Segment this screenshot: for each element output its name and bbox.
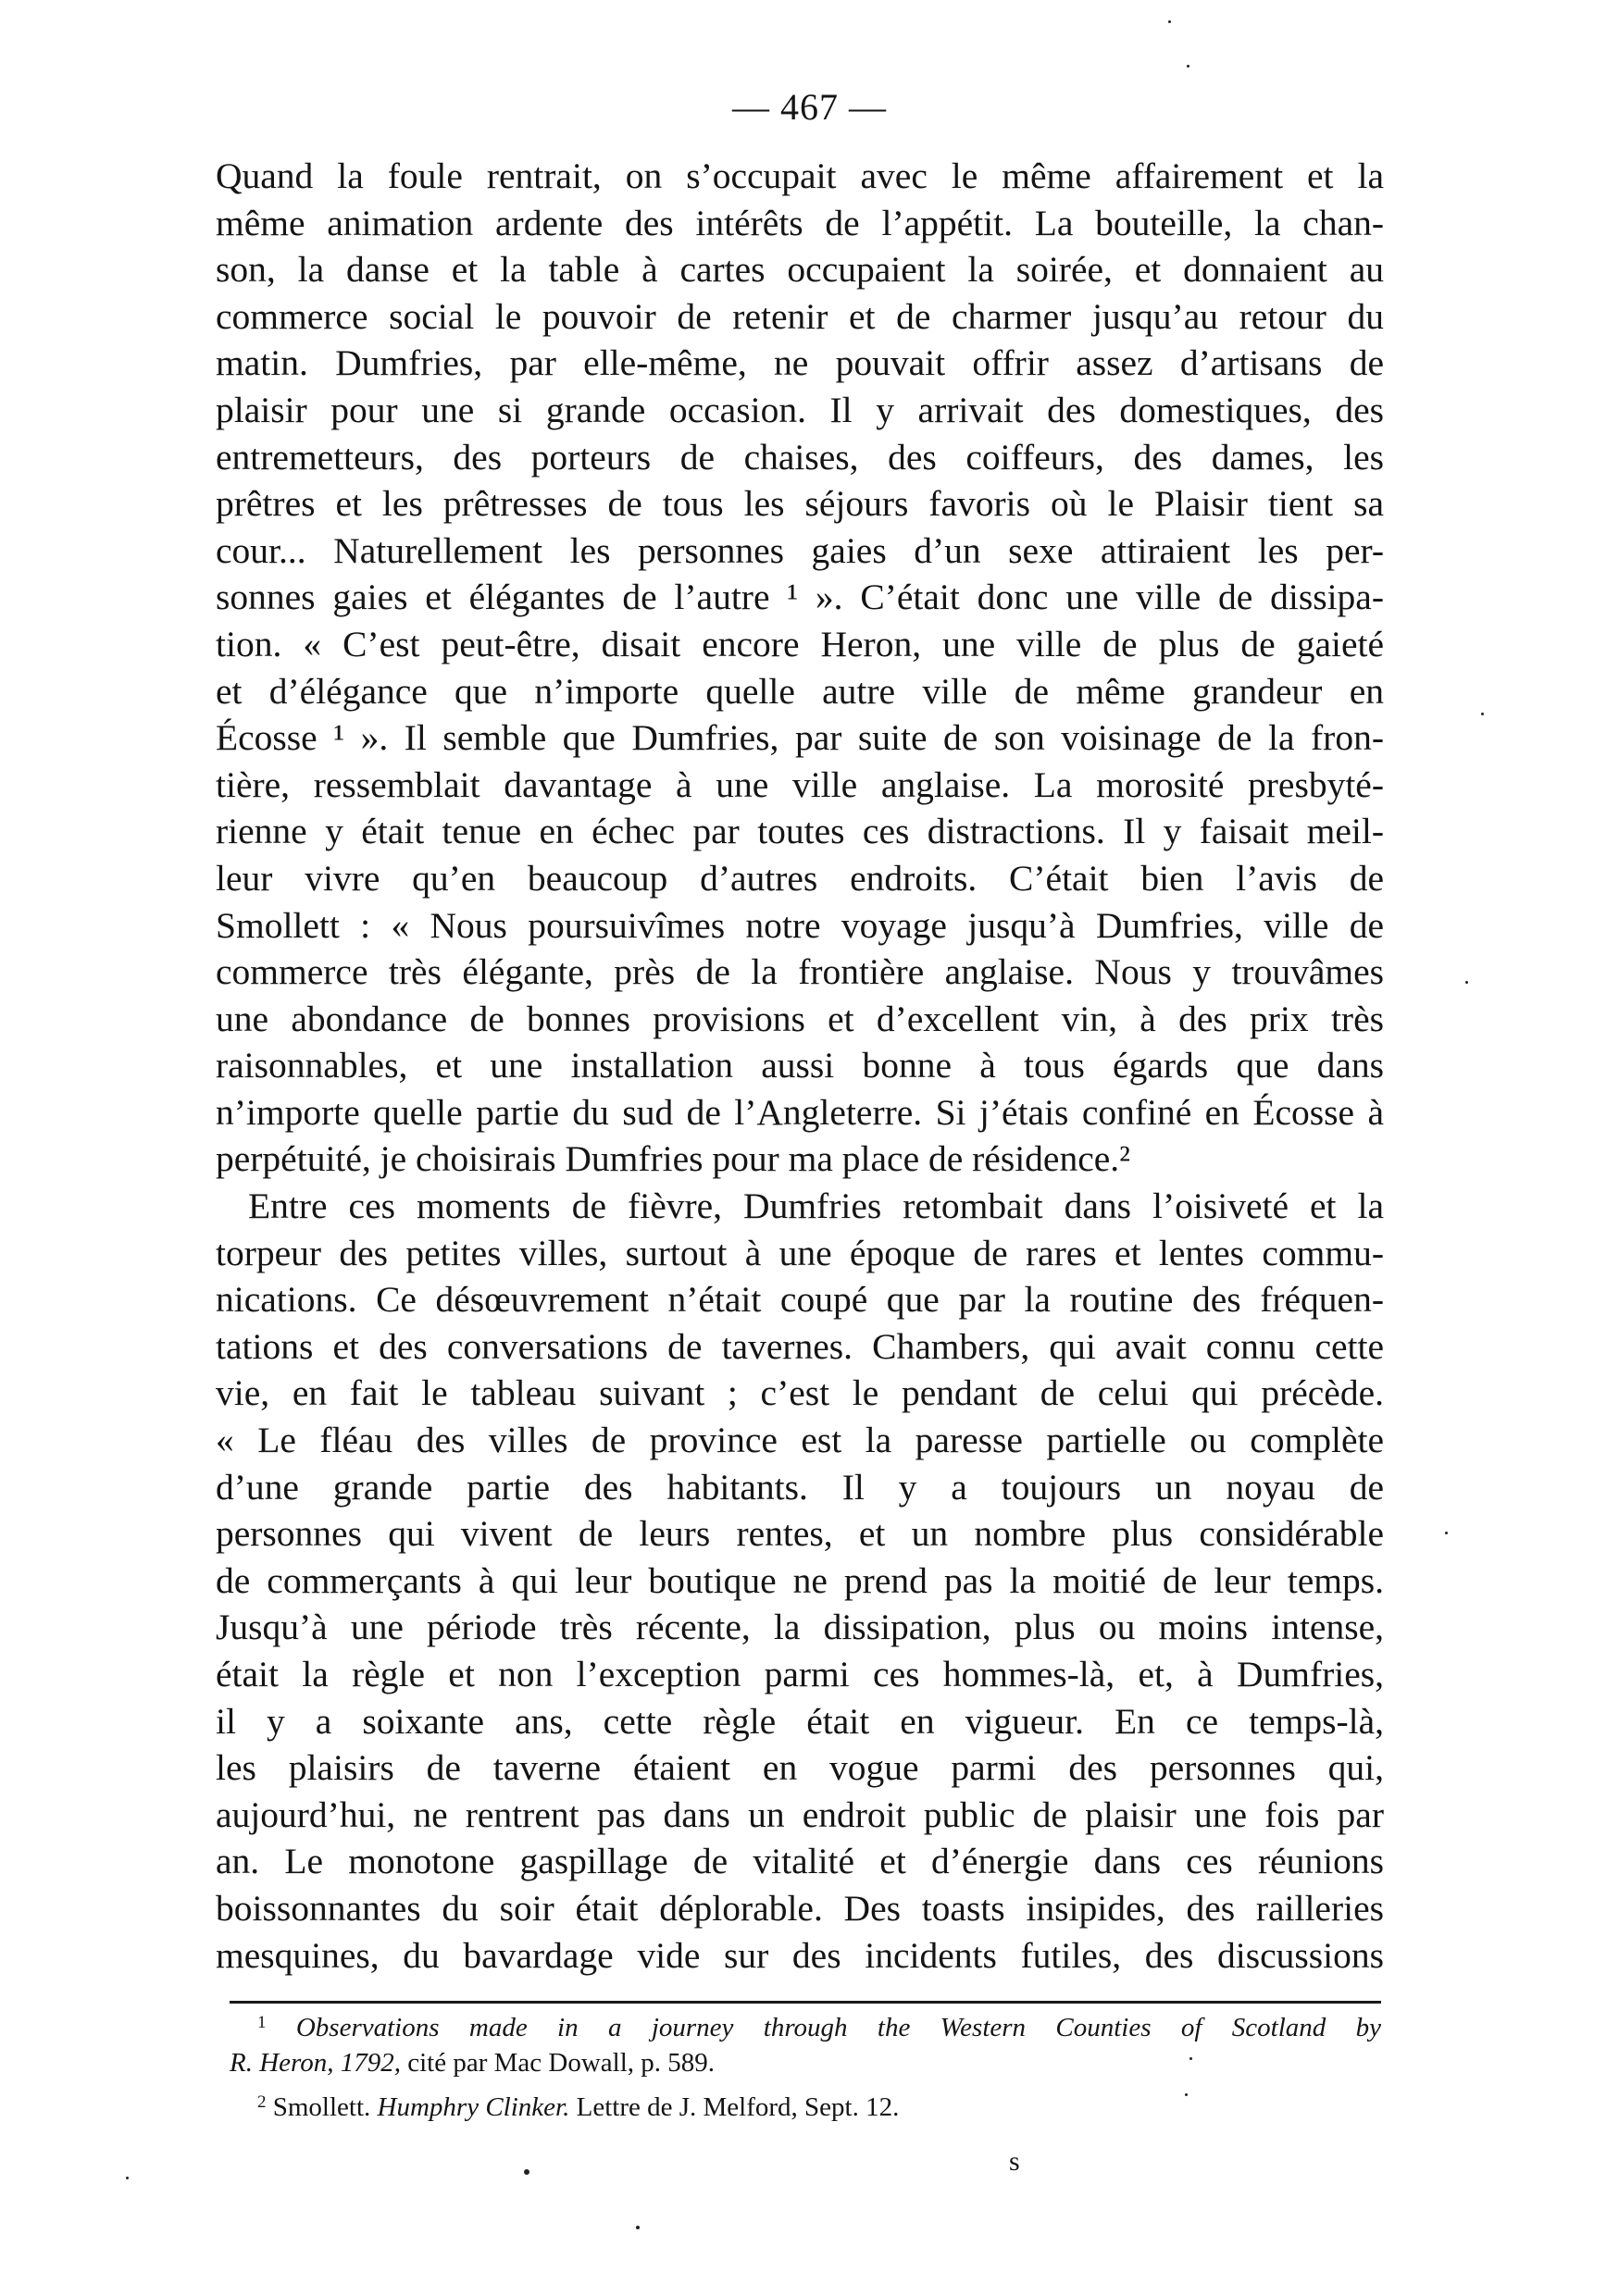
text-line: cour... Naturellement les personnes gaies d’un sexe attiraient les per- — [216, 529, 1384, 571]
text-line: perpétuité, je choisirais Dumfries pour ma place de résidence.² — [216, 1138, 1130, 1180]
footnote-2-number: 2 — [257, 2092, 267, 2112]
text-line: tations et des conversations de tavernes. Chambers, qui avait connu cette — [216, 1325, 1384, 1367]
footnote-2-title: Humphry Clinker. — [377, 2092, 570, 2122]
text-line: Écosse ¹ ». Il semble que Dumfries, par suite de son voisinage de la fron- — [216, 717, 1384, 759]
paragraph-start-line: Entre ces moments de fièvre, Dumfries retombait dans l’oisiveté et la — [248, 1185, 1384, 1227]
text-line: matin. Dumfries, par elle-même, ne pouvait offrir assez d’artisans de — [216, 342, 1384, 384]
text-line: « Le fléau des villes de province est la paresse partielle ou complète — [216, 1420, 1384, 1461]
footnote-2 — [230, 2090, 1381, 2125]
text-line: Jusqu’à une période très récente, la dissipation, plus ou moins intense, — [216, 1607, 1384, 1648]
footnote-1-line-1 — [230, 2010, 1381, 2045]
footnote-1-number: 1 — [257, 2013, 267, 2032]
text-line: de commerçants à qui leur boutique ne prend pas la moitié de leur temps. — [216, 1559, 1384, 1601]
text-line: était la règle et non l’exception parmi ces hommes-là, et, à Dumfries, — [216, 1654, 1384, 1694]
text-line: et d’élégance que n’importe quelle autre ville de même grandeur en — [216, 670, 1384, 712]
footnote-1-author: R. Heron, 1792, — [230, 2048, 401, 2078]
text-line: son, la danse et la table à cartes occupaient la soirée, et donnaient au — [216, 249, 1384, 291]
footnote-2-author: Smollett. — [272, 2092, 378, 2122]
scan-speck — [1189, 2057, 1192, 2060]
signature-mark: s — [1009, 2146, 1020, 2177]
body-text — [216, 153, 1384, 1979]
scan-speck — [1185, 2093, 1188, 2096]
footnote-2-citation: Lettre de J. Melford, Sept. 12. — [569, 2092, 900, 2122]
text-line: entremetteurs, des porteurs de chaises, des coiffeurs, des dames, les — [216, 436, 1384, 478]
footnote-1-source-title: Observations made in a journey through the Western Counties of Scotland by — [295, 2013, 1381, 2042]
text-line: personnes qui vivent de leurs rentes, et un nombre plus considérable — [216, 1513, 1384, 1555]
text-line: vie, en fait le tableau suivant ; c’est le pendant de celui qui précède. — [216, 1372, 1384, 1414]
text-line: les plaisirs de taverne étaient en vogue parmi des personnes qui, — [216, 1747, 1384, 1789]
text-line: mesquines, du bavardage vide sur des incidents futiles, des discussions — [216, 1934, 1384, 1976]
scan-speck — [1445, 1532, 1448, 1534]
text-line: n’importe quelle partie du sud de l’Angleterre. Si j’étais confiné en Écosse à — [216, 1091, 1384, 1133]
scan-speck — [1168, 20, 1171, 23]
scan-speck — [1481, 713, 1484, 715]
text-line: aujourd’hui, ne rentrent pas dans un endroit public de plaisir une fois par — [216, 1793, 1384, 1835]
text-line: torpeur des petites villes, surtout à une époque de rares et lentes commu- — [216, 1232, 1384, 1273]
scan-speck — [1187, 65, 1189, 68]
text-line: commerce social le pouvoir de retenir et de charmer jusqu’au retour du — [216, 295, 1384, 337]
text-line: Quand la foule rentrait, on s’occupait avec le même affairement et la — [216, 155, 1384, 196]
footnote-1-citation: cité par Mac Dowall, p. 589. — [401, 2048, 716, 2078]
text-line: d’une grande partie des habitants. Il y a toujours un noyau de — [216, 1466, 1384, 1508]
text-line: raisonnables, et une installation aussi bonne à tous égards que dans — [216, 1045, 1384, 1086]
text-line: même animation ardente des intérêts de l’appétit. La bouteille, la chan- — [216, 202, 1384, 243]
footnote-1-line-2 — [230, 2045, 1381, 2080]
text-line: sonnes gaies et élégantes de l’autre ¹ ». C’était donc une ville de dissipa- — [216, 577, 1384, 618]
text-line: prêtres et les prêtresses de tous les séjours favoris où le Plaisir tient sa — [216, 483, 1384, 525]
scan-speck — [1465, 981, 1468, 984]
text-line: rienne y était tenue en échec par toutes ces distractions. Il y faisait meil- — [216, 811, 1384, 852]
scan-speck — [524, 2169, 529, 2175]
text-line: tion. « C’est peut-être, disait encore Heron, une ville de plus de gaieté — [216, 623, 1384, 664]
text-line: Smollett : « Nous poursuivîmes notre voyage jusqu’à Dumfries, ville de — [216, 904, 1384, 946]
text-line: an. Le monotone gaspillage de vitalité et d’énergie dans ces réunions — [216, 1841, 1384, 1882]
text-line: nications. Ce désœuvrement n’était coupé que par la routine des fréquen- — [216, 1279, 1384, 1321]
text-line: leur vivre qu’en beaucoup d’autres endroits. C’était bien l’avis de — [216, 857, 1384, 899]
footnotes — [230, 2010, 1381, 2125]
text-line: commerce très élégante, près de la frontière anglaise. Nous y trouvâmes — [216, 951, 1384, 993]
scan-speck — [636, 2226, 640, 2229]
text-line: une abondance de bonnes provisions et d’excellent vin, à des prix très — [216, 998, 1384, 1039]
text-line: boissonnantes du soir était déplorable. Des toasts insipides, des railleries — [216, 1887, 1384, 1929]
scan-speck — [126, 2177, 129, 2179]
text-line: il y a soixante ans, cette règle était en vigueur. En ce temps-là, — [216, 1700, 1384, 1742]
page-number: — 467 — — [732, 86, 887, 128]
footnote-divider — [230, 2001, 1381, 2004]
text-line: plaisir pour une si grande occasion. Il y arrivait des domestiques, des — [216, 389, 1384, 430]
text-line: tière, ressemblait davantage à une ville anglaise. La morosité presbyté- — [216, 763, 1384, 805]
